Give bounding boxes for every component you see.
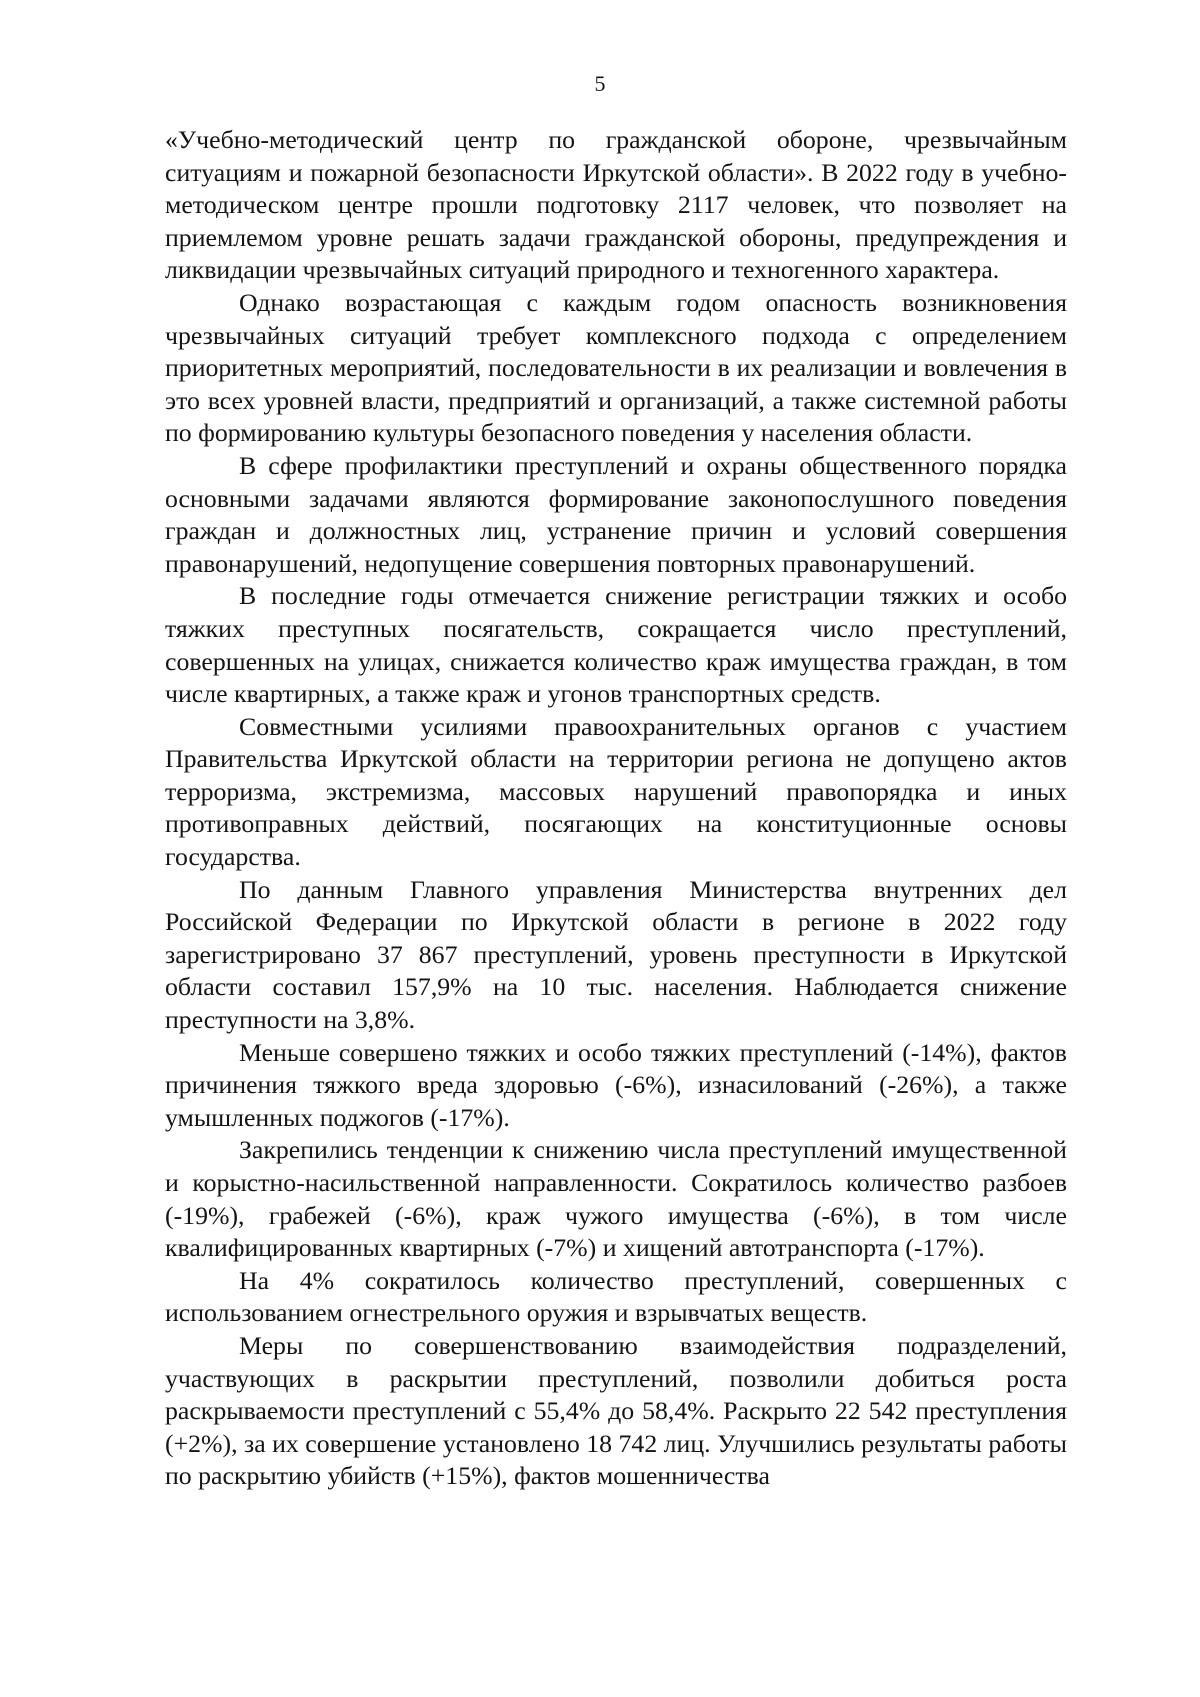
paragraph: Меньше совершено тяжких и особо тяжких преступлений (-14%), фактов причинения тяжкого вреда здоровью (-6%), изнасилований (-26%), а также умышленных поджогов (-17%). (165, 1037, 1067, 1132)
paragraph: Однако возрастающая с каждым годом опасность возникновения чрезвычайных ситуаций требует комплексного подхода с определением приоритетных мероприятий, последовательности в их реализации и вовлечения в это всех уровней власти, предприятий и организаций, а также системной работы по формированию культуры безопасного поведения у населения области. (165, 287, 1067, 448)
paragraph: В сфере профилактики преступлений и охраны общественного порядка основными задачами являются формирование законопослушного поведения граждан и должностных лиц, устранение причин и условий совершения правонарушений, недопущение совершения повторных правонарушений. (165, 450, 1067, 578)
paragraph: «Учебно-методический центр по гражданской обороне, чрезвычайным ситуациям и пожарной безопасности Иркутской области». В 2022 году в учебно-методическом центре прошли подготовку 2117 человек, что позволяет на приемлемом уровне решать задачи гражданской обороны, предупреждения и ликвидации чрезвычайных ситуаций природного и техногенного характера. (165, 125, 1067, 285)
paragraph: Меры по совершенствованию взаимодействия подразделений, участвующих в раскрытии преступлений, позволили добиться роста раскрываемости преступлений с 55,4% до 58,4%. Раскрыто 22 542 преступления (+2%), за их совершение установлено 18 742 лиц. Улучшились результаты работы по раскрытию убийств (+15%), фактов мошенничества (165, 1330, 1067, 1491)
paragraph: В последние годы отмечается снижение регистрации тяжких и особо тяжких преступных посягательств, сокращается число преступлений, совершенных на улицах, снижается количество краж имущества граждан, в том числе квартирных, а также краж и угонов транспортных средств. (165, 581, 1067, 709)
page-number: 5 (594, 71, 606, 96)
paragraph: Закрепились тенденции к снижению числа преступлений имущественной и корыстно-насильственной направленности. Сократилось количество разбоев (-19%), грабежей (-6%), краж чужого имущества (-6%), в том числе квалифицированных квартирных (-7%) и хищений автотранспорта (-17%). (165, 1135, 1067, 1263)
body-text (165, 124, 1067, 1493)
paragraph: На 4% сократилось количество преступлений, совершенных с использованием огнестрельного оружия и взрывчатых веществ. (165, 1265, 1067, 1328)
paragraph: Совместными усилиями правоохранительных органов с участием Правительства Иркутской области на территории региона не допущено актов терроризма, экстремизма, массовых нарушений правопорядка и иных противоправных действий, посягающих на конституционные основы государства. (165, 711, 1067, 872)
paragraph: По данным Главного управления Министерства внутренних дел Российской Федерации по Иркутской области в регионе в 2022 году зарегистрировано 37 867 преступлений, уровень преступности в Иркутской области составил 157,9% на 10 тыс. населения. Наблюдается снижение преступности на 3,8%. (165, 874, 1067, 1035)
